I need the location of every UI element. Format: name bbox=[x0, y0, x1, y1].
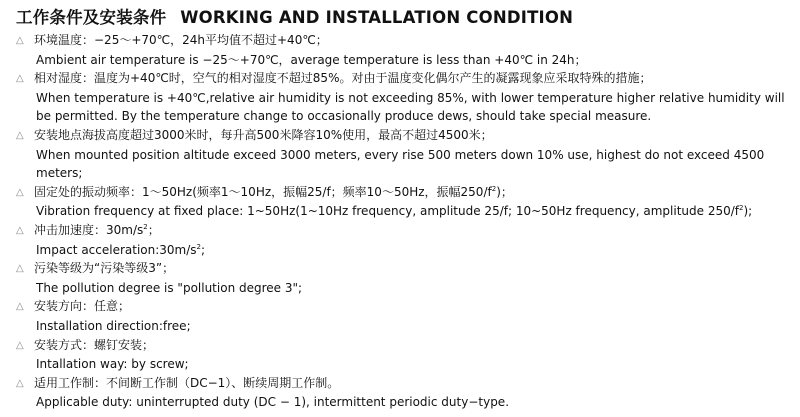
triangle-bullet-icon: △ bbox=[16, 339, 24, 351]
condition-list bbox=[16, 31, 796, 412]
condition-item-en: Intallation way: by screw; bbox=[36, 357, 189, 372]
condition-item-en: Vibration frequency at fixed place: 1~50Hz(1~10Hz frequency, amplitude 25/f; 10~50Hz frequency, amplitude $250/f^2$); bbox=[36, 204, 753, 219]
condition-item-en: Applicable duty: uninterrupted duty (DC − 1), intermittent periodic duty−type. bbox=[36, 395, 510, 410]
condition-item-en: Ambient air temperature is −25～+70℃，average temperature is less than +40℃ in 24h； bbox=[36, 52, 587, 67]
condition-item-cn: △ 固定处的振动频率：1～50Hz(频率1～10Hz，振幅25/f；频率10～50Hz，振幅$250/f^2$)； bbox=[16, 183, 796, 203]
triangle-bullet-icon: △ bbox=[16, 224, 24, 236]
condition-item-en: Impact $acceleration:30m/s^2$; bbox=[36, 242, 206, 257]
condition-item-en: Installation direction:free; bbox=[36, 318, 191, 333]
title-chinese: 工作条件及安装条件 bbox=[16, 8, 167, 27]
triangle-bullet-icon: △ bbox=[16, 35, 24, 46]
triangle-bullet-icon: △ bbox=[16, 263, 24, 275]
condition-item-cn: △ 相对湿度：温度为+40℃时，空气的相对湿度不超过85%。对由于温度变化偶尔产生的凝露现象应采取特殊的措施； bbox=[16, 69, 796, 89]
triangle-bullet-icon: △ bbox=[16, 129, 24, 141]
condition-item-en: When mounted position altitude exceed 3000 meters, every rise 500 meters down 10% use, highest do not exceed 4500 bbox=[36, 147, 765, 162]
condition-item-en: meters; bbox=[36, 166, 83, 181]
triangle-bullet-icon: △ bbox=[16, 186, 24, 198]
condition-item-cn: △ 环境温度：−25～+70℃，24h平均值不超过+40℃； bbox=[16, 31, 796, 51]
condition-item-cn: △ 污染等级为“污染等级3”； bbox=[16, 259, 796, 279]
page-title bbox=[16, 4, 573, 28]
condition-item-en: The pollution degree is "pollution degree 3"; bbox=[36, 280, 303, 295]
condition-item-cn: △ 安装方式：螺钉安装； bbox=[16, 336, 796, 356]
triangle-bullet-icon: △ bbox=[16, 73, 24, 85]
triangle-bullet-icon: △ bbox=[16, 301, 24, 313]
condition-item-cn: △ 冲击加速度：$30m/s^2$； bbox=[16, 221, 796, 241]
condition-item-en: be permitted. By the temperature change to occasionally produce dews, should take special measure. bbox=[36, 109, 652, 124]
condition-item-en: When temperature is +40℃,relative air humidity is not exceeding 85%, with lower temperature higher relative humidity will bbox=[36, 90, 785, 105]
triangle-bullet-icon: △ bbox=[16, 377, 24, 389]
condition-item-cn: △ 安装方向：任意； bbox=[16, 297, 796, 317]
title-english: WORKING AND INSTALLATION CONDITION bbox=[180, 8, 574, 27]
condition-item-cn: △ 安装地点海拔高度超过3000米时，每升高500米降容10%使用，最高不超过4500米； bbox=[16, 126, 796, 146]
condition-item-cn: △ 适用工作制：不间断工作制（DC−1）、断续周期工作制。 bbox=[16, 374, 796, 394]
